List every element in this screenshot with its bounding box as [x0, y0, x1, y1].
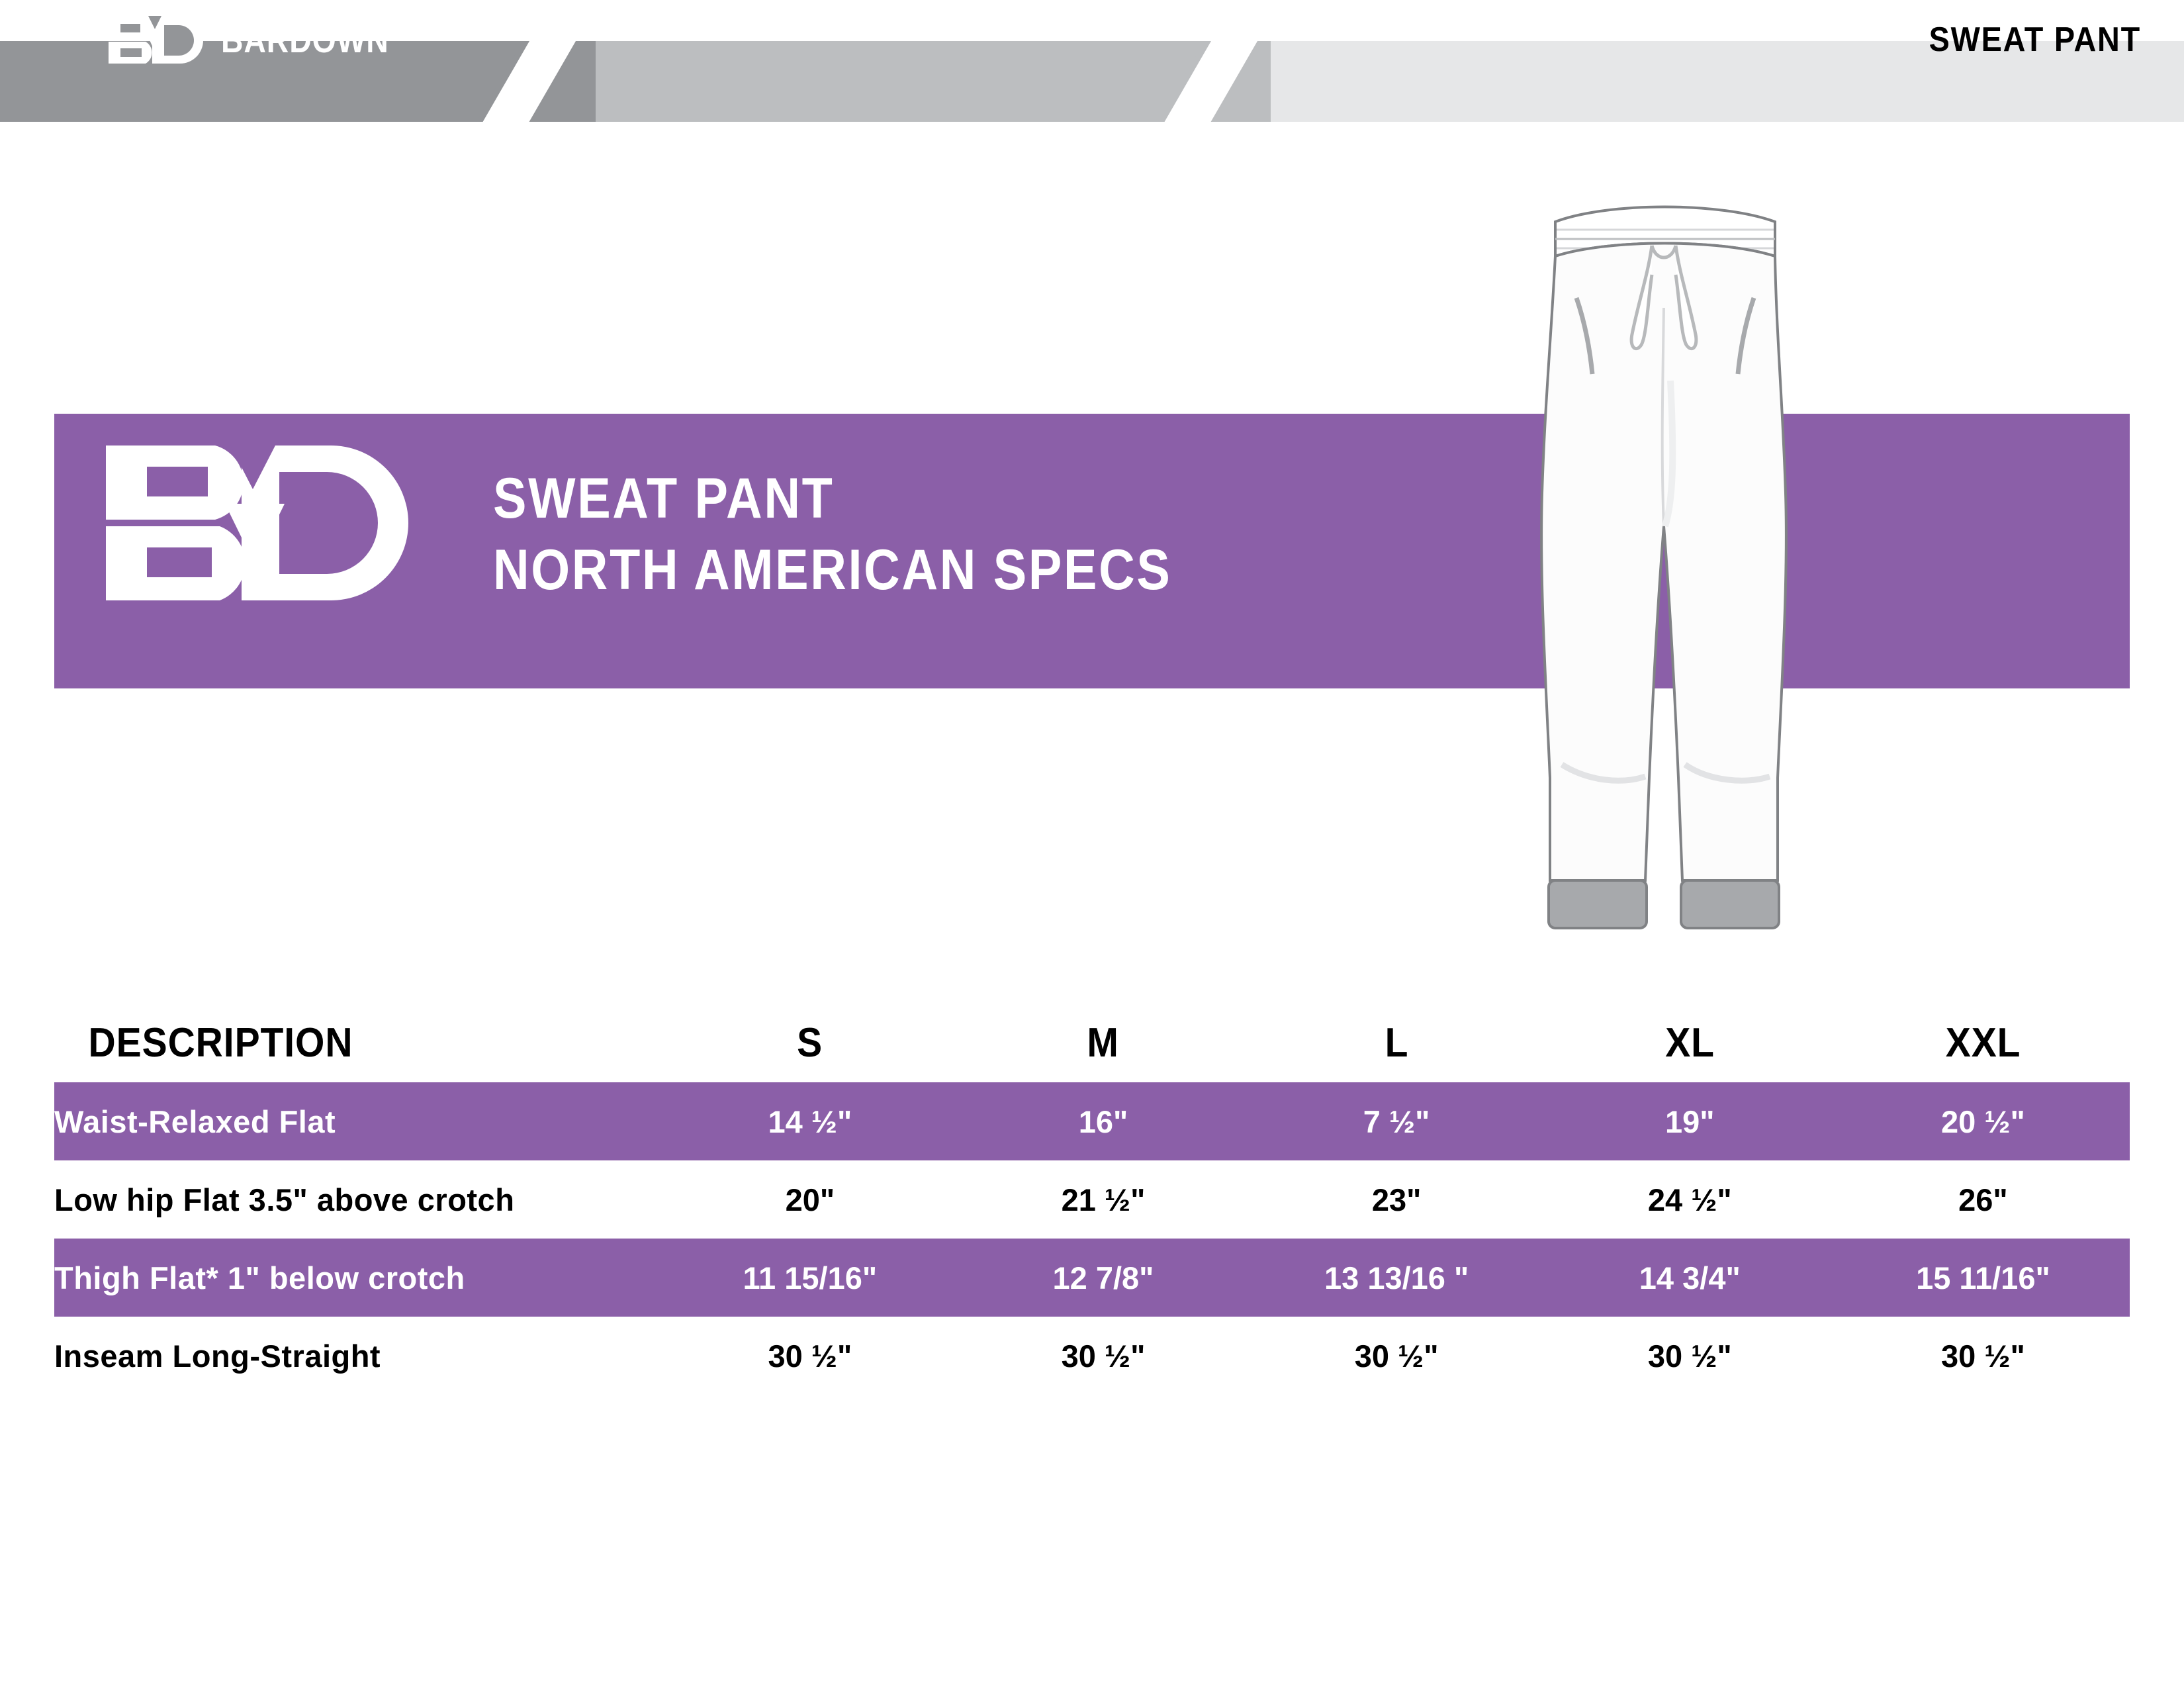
header-product-title: SWEAT PANT: [1929, 21, 2141, 59]
row-value-m: 16": [1078, 1103, 1128, 1139]
row-value-s: 11 15/16": [743, 1260, 878, 1295]
bd-logo-icon: [106, 15, 205, 66]
row-value-xxl: 20 ½": [1941, 1103, 2025, 1139]
column-header-m: M: [1087, 1020, 1120, 1066]
band-title-line2: NORTH AMERICAN SPECS: [493, 538, 1172, 602]
row-value-m: 30 ½": [1061, 1338, 1146, 1374]
row-label: Waist-Relaxed Flat: [54, 1103, 336, 1139]
table-header-row: [54, 1019, 2130, 1082]
row-value-m: 21 ½": [1061, 1182, 1146, 1217]
column-header-l: L: [1385, 1020, 1409, 1066]
bd-logo-icon: [99, 440, 430, 609]
row-value-s: 20": [785, 1182, 835, 1217]
row-value-m: 12 7/8": [1052, 1260, 1154, 1295]
row-value-xxl: 26": [1958, 1182, 2008, 1217]
row-label: Thigh Flat* 1" below crotch: [54, 1260, 465, 1295]
column-header-xxl: XXL: [1945, 1020, 2021, 1066]
row-value-s: 30 ½": [768, 1338, 852, 1374]
table-row: [54, 1160, 2130, 1239]
row-value-s: 14 ½": [768, 1103, 852, 1139]
table-row: [54, 1239, 2130, 1317]
column-header-xl: XL: [1664, 1020, 1715, 1066]
row-value-l: 30 ½": [1354, 1338, 1439, 1374]
column-header-description: DESCRIPTION: [88, 1020, 353, 1066]
sweat-pant-technical-drawing: [1516, 182, 1813, 980]
row-value-l: 23": [1371, 1182, 1422, 1217]
size-spec-table: [54, 1019, 2130, 1395]
row-label: Low hip Flat 3.5" above crotch: [54, 1182, 515, 1217]
header-brand-text: BARDOWN: [221, 21, 389, 60]
row-value-xl: 19": [1664, 1103, 1715, 1139]
row-label: Inseam Long-Straight: [54, 1338, 381, 1374]
row-value-xl: 24 ½": [1647, 1182, 1732, 1217]
row-value-l: 13 13/16 ": [1324, 1260, 1469, 1295]
row-value-xxl: 30 ½": [1941, 1338, 2025, 1374]
band-title-group: [493, 467, 1264, 602]
column-header-s: S: [797, 1020, 823, 1066]
header-logo-group: [106, 15, 416, 66]
row-value-l: 7 ½": [1363, 1103, 1430, 1139]
row-value-xxl: 15 11/16": [1916, 1260, 2050, 1295]
band-title-line1: SWEAT PANT: [493, 467, 835, 530]
table-row: [54, 1317, 2130, 1395]
row-value-xl: 30 ½": [1647, 1338, 1732, 1374]
table-row: [54, 1082, 2130, 1160]
row-value-xl: 14 3/4": [1639, 1260, 1741, 1295]
